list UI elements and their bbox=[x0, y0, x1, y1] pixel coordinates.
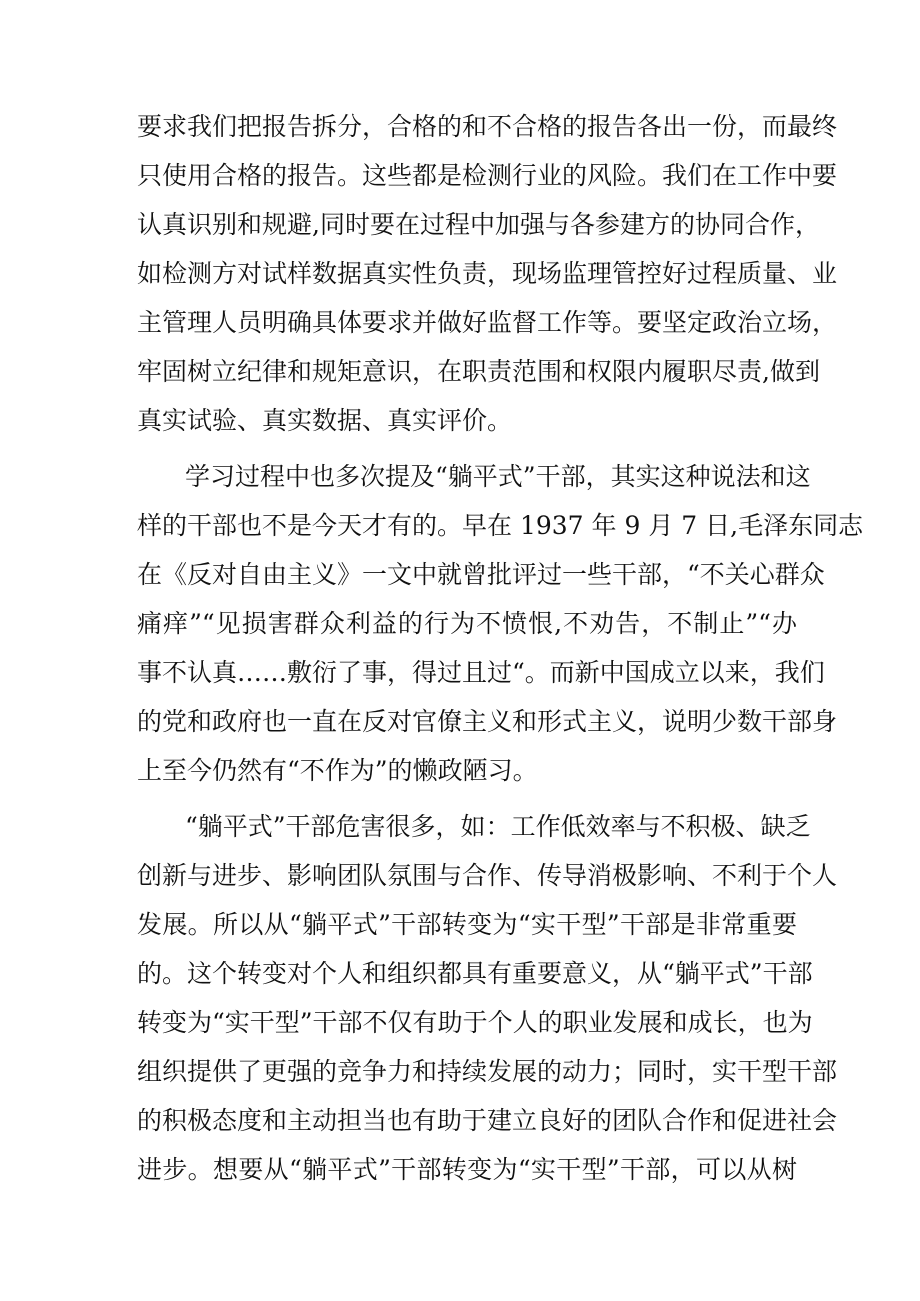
text-line: 创新与进步、影响团队氛围与合作、传导消极影响、不利于个人 bbox=[137, 861, 838, 890]
text-line: 要求我们把报告拆分，合格的和不合格的报告各出一份，而最终 bbox=[137, 112, 838, 141]
text-line: 认真识别和规避,同时要在过程中加强与各参建方的协同合作， bbox=[137, 210, 820, 239]
paragraph-gap bbox=[137, 445, 797, 452]
text-line: 只使用合格的报告。这些都是检测行业的风险。我们在工作中要 bbox=[137, 161, 838, 190]
text-line: 样的干部也不是今天才有的。早在 1937 年 9 月 7 日,毛泽东同志 bbox=[137, 511, 864, 540]
text-line: 转变为“实干型”干部不仅有助于个人的职业发展和成长，也为 bbox=[137, 1008, 813, 1037]
text-line: 上至今仍然有“不作为”的懒政陋习。 bbox=[137, 756, 538, 785]
text-line: 进步。想要从“躺平式”干部转变为“实干型”干部，可以从树 bbox=[137, 1155, 797, 1184]
text-line: 的积极态度和主动担当也有助于建立良好的团队合作和促进社会 bbox=[137, 1106, 838, 1135]
paragraph-1 bbox=[137, 102, 838, 445]
text-line: 痛痒”“见损害群众利益的行为不愤恨,不劝告，不制止”“办 bbox=[137, 609, 797, 638]
text-line: 主管理人员明确具体要求并做好监督工作等。要坚定政治立场， bbox=[137, 308, 838, 337]
text-line: 组织提供了更强的竞争力和持续发展的动力；同时，实干型干部 bbox=[137, 1057, 838, 1086]
paragraph-gap bbox=[137, 795, 797, 802]
text-line: 如检测方对试样数据真实性负责，现场监理管控好过程质量、业 bbox=[137, 259, 838, 288]
text-line: “躺平式”干部危害很多，如：工作低效率与不积极、缺乏 bbox=[185, 812, 811, 841]
text-line: 的党和政府也一直在反对官僚主义和形式主义，说明少数干部身 bbox=[137, 707, 838, 736]
text-line: 事不认真……敷衍了事，得过且过“。而新中国成立以来，我们 bbox=[137, 658, 825, 687]
paragraph-2 bbox=[137, 452, 864, 795]
body-text bbox=[137, 102, 864, 1194]
text-line: 牢固树立纪律和规矩意识，在职责范围和权限内履职尽责,做到 bbox=[137, 357, 820, 386]
text-line: 在《反对自由主义》一文中就曾批评过一些干部，“不关心群众 bbox=[137, 560, 825, 589]
text-line: 发展。所以从“躺平式”干部转变为“实干型”干部是非常重要 bbox=[137, 910, 797, 939]
text-line: 的。这个转变对个人和组织都具有重要意义，从“躺平式”干部 bbox=[137, 959, 813, 988]
paragraph-3 bbox=[137, 802, 838, 1194]
text-line: 真实试验、真实数据、真实评价。 bbox=[137, 406, 513, 435]
text-line: 学习过程中也多次提及“躺平式”干部，其实这种说法和这 bbox=[185, 462, 811, 491]
